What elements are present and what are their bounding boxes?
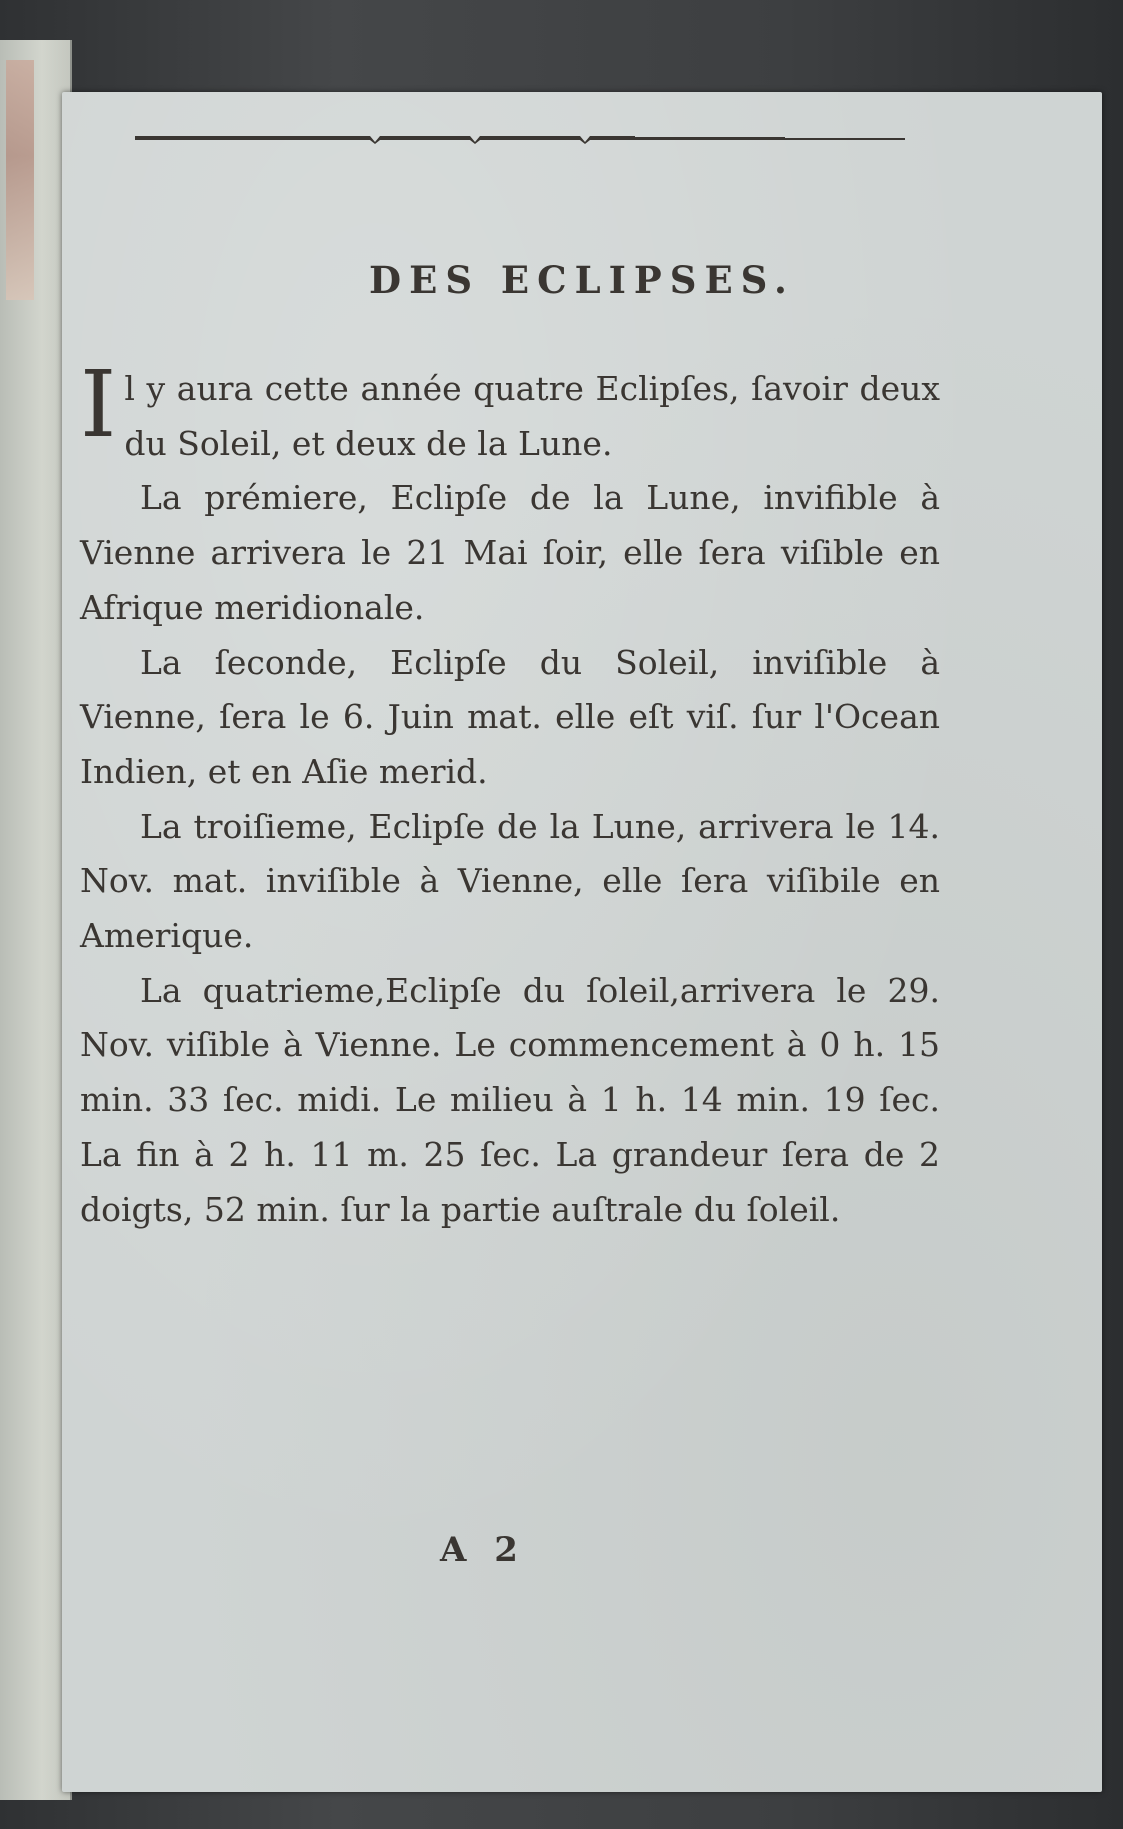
- paragraph-1-text: l y aura cette année quatre Eclipſes, ſavoir deux du Soleil, et deux de la Lune.: [124, 369, 940, 463]
- drop-cap: I: [80, 351, 117, 458]
- page-heading: DES ECLIPSES.: [369, 258, 795, 302]
- paragraph-3: La ſeconde, Eclipſe du Soleil, inviſible à Vienne, ſera le 6. Juin mat. elle eſt viſ. ſur l'Ocean Indien, et en Aſie merid.: [80, 642, 940, 791]
- paragraph-5: La quatrieme,Eclipſe du ſoleil,arrivera le 29. Nov. viſible à Vienne. Le commencement à 0 h. 15 min. 33 ſec. midi. Le milieu à 1 h. 14 min. 19 ſec. La fin à 2 h. 11 m. 25 ſec. La grandeur ſera de 2 doigts, 52 min. ſur la partie auſtrale du ſoleil.: [80, 970, 940, 1229]
- signature-mark: A 2: [440, 1530, 526, 1570]
- paragraph-2: La prémiere, Eclipſe de la Lune, invifible à Vienne arrivera le 21 Mai ſoir, elle ſera viſible en Afrique meridionale.: [80, 478, 940, 627]
- binding-edge: [6, 60, 34, 300]
- body-text: [80, 351, 940, 1237]
- paragraph-4: La troiſieme, Eclipſe de la Lune, arrivera le 14. Nov. mat. inviſible à Vienne, elle ſera viſibile en Amerique.: [80, 806, 940, 956]
- paragraph-1: [80, 351, 940, 471]
- ornamental-rule: [135, 132, 915, 146]
